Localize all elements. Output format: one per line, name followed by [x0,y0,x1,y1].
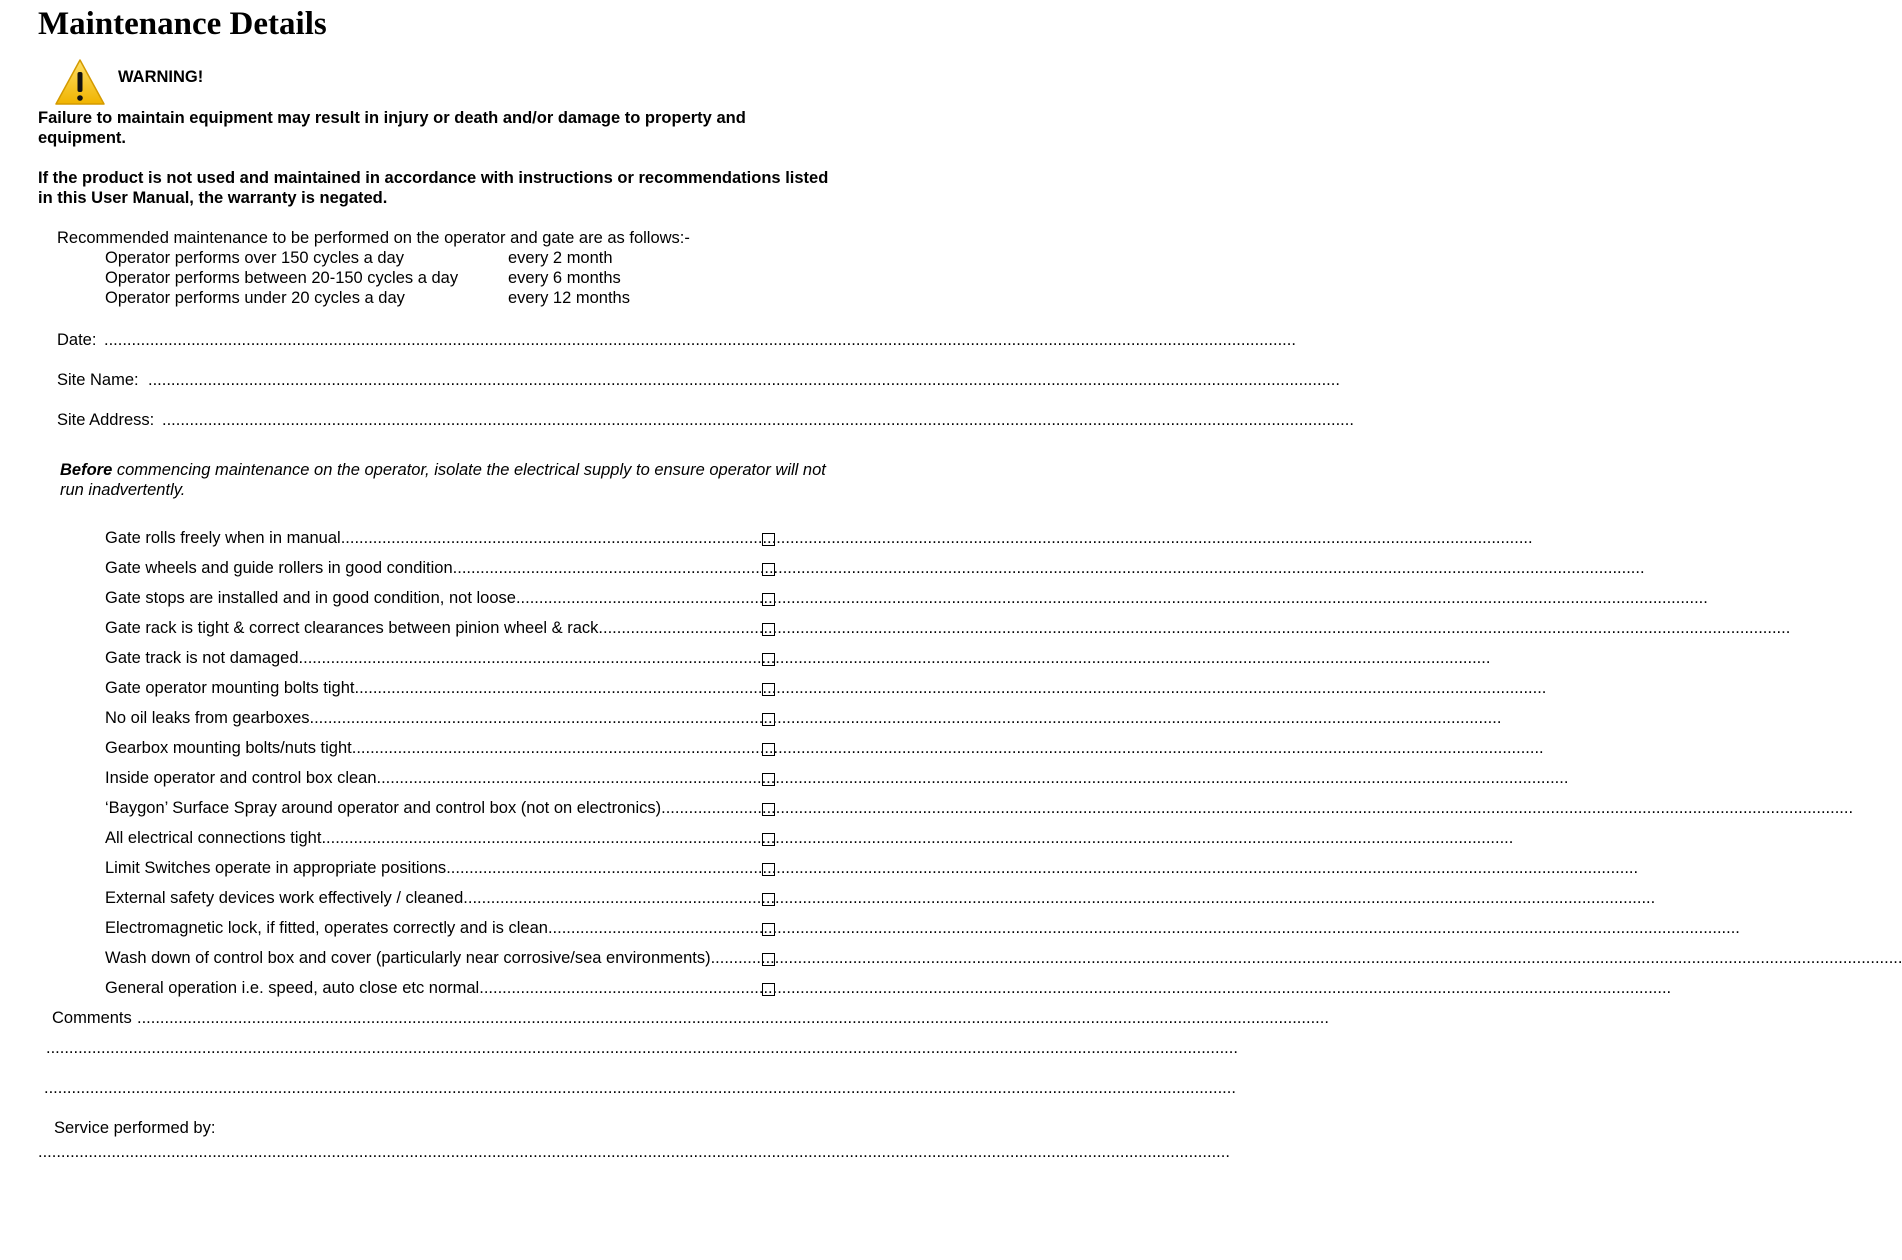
checklist-item [105,557,1645,579]
checklist-item [105,857,1639,879]
comments-label: Comments [52,1009,132,1027]
checklist-item-leader: .................................................................................................................................................................................................................................................................... [452,559,1645,577]
checklist-item [105,527,1533,549]
checklist-checkbox[interactable] [762,713,775,726]
checklist-item-leader: .................................................................................................................................................................................................................................................................... [351,739,1544,757]
comments-field-line-3[interactable]: .................................................................................................................................................................................................................................................................... [44,1079,1236,1097]
schedule-condition: Operator performs under 20 cycles a day [105,289,405,307]
checklist-item-leader: .................................................................................................................................................................................................................................................................... [463,889,1656,907]
checklist-item [105,947,1902,969]
checklist-item-leader: .................................................................................................................................................................................................................................................................... [446,859,1639,877]
checklist-item-label: Gate wheels and guide rollers in good condition [105,559,453,577]
checklist-item-leader: .................................................................................................................................................................................................................................................................... [710,949,1902,967]
checklist-checkbox[interactable] [762,653,775,666]
checklist-checkbox[interactable] [762,743,775,756]
checklist-item [105,617,1791,639]
service-field-line[interactable]: .................................................................................................................................................................................................................................................................... [38,1143,1230,1161]
schedule-intro: Recommended maintenance to be performed on the operator and gate are as follows:- [57,229,690,247]
checklist-item-label: Inside operator and control box clean [105,769,377,787]
checklist-item [105,977,1672,999]
checklist-checkbox[interactable] [762,773,775,786]
checklist-item-leader: .................................................................................................................................................................................................................................................................... [298,649,1491,667]
checklist-item-label: Electromagnetic lock, if fitted, operates correctly and is clean [105,919,548,937]
checklist-checkbox[interactable] [762,893,775,906]
site-name-label: Site Name: [57,371,139,389]
checklist-checkbox[interactable] [762,833,775,846]
checklist-item [105,737,1544,759]
schedule-frequency: every 6 months [508,269,621,287]
checklist-checkbox[interactable] [762,563,775,576]
warning-paragraph-2: If the product is not used and maintained in accordance with instructions or recommendations listed in this User Manual, the warranty is negated. [38,169,829,207]
schedule-condition: Operator performs over 150 cycles a day [105,249,404,267]
checklist-item-label: No oil leaks from gearboxes [105,709,310,727]
checklist-checkbox[interactable] [762,983,775,996]
checklist-item-leader: .................................................................................................................................................................................................................................................................... [547,919,1740,937]
checklist-item [105,677,1547,699]
site-name-field[interactable]: .................................................................................................................................................................................................................................................................... [148,371,1340,389]
checklist-checkbox[interactable] [762,923,775,936]
schedule-condition: Operator performs between 20-150 cycles a day [105,269,459,287]
checklist-item-leader: .................................................................................................................................................................................................................................................................... [515,589,1708,607]
page-title: Maintenance Details [38,6,327,42]
checklist-item-leader: .................................................................................................................................................................................................................................................................... [354,679,1547,697]
checklist-item-label: Gate rack is tight & correct clearances between pinion wheel & rack [105,619,599,637]
comments-field-line-2[interactable]: .................................................................................................................................................................................................................................................................... [46,1039,1238,1057]
checklist-item-label: Gate stops are installed and in good condition, not loose [105,589,516,607]
site-address-field[interactable]: .................................................................................................................................................................................................................................................................... [162,411,1354,429]
checklist-item-label: External safety devices work effectively / cleaned [105,889,464,907]
site-address-label: Site Address: [57,411,155,429]
warning-label: WARNING! [118,68,204,86]
warning-paragraph-1: Failure to maintain equipment may result in injury or death and/or damage to property and equipment. [38,109,746,147]
checklist-item-label: All electrical connections tight [105,829,322,847]
comments-field-line-1[interactable]: .................................................................................................................................................................................................................................................................... [137,1009,1329,1027]
checklist-item [105,587,1708,609]
checklist-item [105,827,1514,849]
checklist-item-leader: .................................................................................................................................................................................................................................................................... [479,979,1672,997]
checklist-item-label: Gate rolls freely when in manual [105,529,341,547]
checklist-item-label: Gate track is not damaged [105,649,299,667]
checklist-checkbox[interactable] [762,533,775,546]
checklist-item-label: General operation i.e. speed, auto close etc normal [105,979,480,997]
checklist-checkbox[interactable] [762,683,775,696]
checklist-item [105,647,1491,669]
checklist-checkbox[interactable] [762,623,775,636]
checklist-item-label: Gearbox mounting bolts/nuts tight [105,739,352,757]
warning-triangle-icon [54,58,106,106]
checklist-checkbox[interactable] [762,953,775,966]
checklist-item-leader: .................................................................................................................................................................................................................................................................... [309,709,1502,727]
checklist-item [105,887,1656,909]
checklist-item [105,767,1569,789]
checklist-item-label: ‘Baygon’ Surface Spray around operator and control box (not on electronics) [105,799,662,817]
safety-note [60,460,850,500]
checklist-checkbox[interactable] [762,593,775,606]
checklist-item-leader: .................................................................................................................................................................................................................................................................... [661,799,1854,817]
schedule-frequency: every 12 months [508,289,630,307]
service-label: Service performed by: [54,1119,216,1137]
checklist-item [105,917,1740,939]
checklist-item [105,797,1854,819]
checklist-item-label: Gate operator mounting bolts tight [105,679,355,697]
checklist-checkbox[interactable] [762,803,775,816]
checklist-item-leader: .................................................................................................................................................................................................................................................................... [321,829,1514,847]
checklist-item-leader: .................................................................................................................................................................................................................................................................... [376,769,1569,787]
checklist-item-leader: .................................................................................................................................................................................................................................................................... [340,529,1533,547]
safety-note-bold: Before [60,461,113,479]
date-label: Date: [57,331,97,349]
checklist-item-leader: .................................................................................................................................................................................................................................................................... [598,619,1791,637]
checklist-checkbox[interactable] [762,863,775,876]
safety-note-text: commencing maintenance on the operator, isolate the electrical supply to ensure operator will not run inadvertently. [60,461,826,499]
checklist-item [105,707,1502,729]
checklist-item-label: Wash down of control box and cover (particularly near corrosive/sea environments) [105,949,711,967]
schedule-frequency: every 2 month [508,249,613,267]
checklist-item-label: Limit Switches operate in appropriate positions [105,859,447,877]
date-field[interactable]: .................................................................................................................................................................................................................................................................... [104,331,1296,349]
